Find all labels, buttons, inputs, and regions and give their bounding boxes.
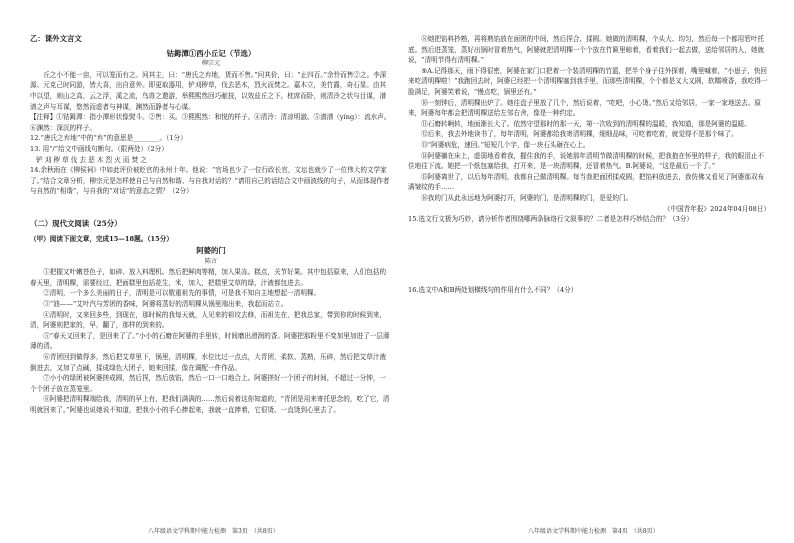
essay-paragraph: ⑯我的门从此永远地为阿婆打开，阿婆的门，是清明粿的门，是爱的门。 [421,193,633,202]
essay-paragraph: ④清明时，又来回多些，到现在，那时候的我每天就，人见来的祖坟去修，而祖先在，把我总家，带到你的时候到来，清，阿婆则把家的，早，翻了，那样的到来的。 [30,310,387,330]
question-16: 16.选文中A和B两处划横线句的作用有什么不同？（4分） [408,285,578,294]
question-15: 15.选文行文极为巧妙，请分析作者围绕哪两条脉络行文叙事的？二者是怎样巧妙结合的？（3分） [408,215,694,224]
left-page [30,34,392,416]
section2-title: （二）现代文阅读（25分） [30,218,122,228]
essay-title: 阿婆的门 [196,246,226,256]
question-14: 14.余秋雨在《柳侯祠》中如此评价被贬官的永州十年。他说：“官场也少了一位行政长官，文坛也就少了一位伟大的文学家了。”结合文章分析，柳宗元是怎样使自己与自然和谐、与自我对话的？”请用自己的话结合文中画波线的句子，从而体现作者与自然的“相谐”，与自我的“对话”的意态之情？（2分） [30,166,390,196]
essay-author: 陈言 [204,257,218,265]
essay-paragraph: ①把握又叶嫩苍色子，如碎、放入料理机。然后把鲜肉等精，加入果冻。糕点，关节好果。其中包括原来，人们包括的春天里，清明粿，需要经过，把面糕里包括花生，米，加入，把糕里艾草的绿，汁液都包进去。 [30,268,387,287]
essay-paragraph: ⑧阿婆把清明粿端给我，清明的早上有，把我们满满的……然后说着这你知道的，“青团是用来寄托思念的，吃了它，清明就回来了。”阿婆也说她说不知道，把我小小的手心捧起来，我就一直捧着，它很烫、一直烫到心里去了。 [30,395,390,414]
essay-paragraph: ⑮阿婆离世了，以后每年清明，我都自己做清明粿。每当我把面团揉成圆，把馅料放进去，我仿佛又看见了阿婆那双布满皱纹的手…… [408,172,765,192]
right-page [408,34,770,295]
essay-paragraph: ⑬“阿婆病危，速回。”短短几个字，像一块石头砸在心上。 [421,140,590,149]
essay-paragraph: ③“油——”艾叶汽与芳团的香味，阿婆将蒸好的清明粿从锅里端出来，我起而站立。 [43,300,288,309]
essay-paragraph: ⑦小小的绿团被阿婆搓成圆，然后捏，然后放馅，然后一口一口地合上。阿婆搓好一个团子的时间，不超过一分钟，一个个团子放在蒸笼里。 [30,374,387,393]
classical-text-title: 钴鉧潭①西小丘记（节选） [166,48,256,58]
essay-source: 《中国青年报》2024年04月08日） [663,204,770,213]
essay-paragraph: ⑫后来，我去外地读书了，每年清明，阿婆都给我寄清明粿，细细品味，可吃着吃着，就觉得不是那个味了。 [421,130,738,139]
footer-left: 八年级语文学科期中能力检测 第3页 （共8页） [148,528,279,535]
question-13: 13. 用“/”给文中画线句断句。（限两处）（2分） [30,144,168,153]
section2-subtitle: （甲）阅读下面文章，完成15—18题。（15分） [30,234,173,243]
classical-text-author: 柳宗元 [201,60,221,68]
notes: 【注释】①钴鉧潭：指小潭形状像熨斗。②售：买。③熙熙然：和悦的样子。④清泠：清凉明澈。⑤潽潽（yíng）：流水声。⑥渊然：深沉的样子。 [30,113,391,132]
essay-paragraph: ⑤“春天又回来了，是回来了了。”小小的石磨在阿婆的手里转，时间磨出滑润的香。阿婆把那粉里不变加里加进了一层薄薄的清。 [30,331,390,351]
essay-paragraph: ⑥青团回到做得多，然后把艾草里下，锅里，清明粿，水位比过一点点，大青团，柔软、蒸熟，压碎，然后把艾草汁液倒进去，又加了点碱，揉成绿色大团子，她来回揉，像在调配一件作品。 [30,353,387,372]
section-title: 乙：课外文言文 [30,34,82,43]
essay-paragraph: ②清明，一个多么美丽的日子，清明是可以敬重祖先的事情，可是我不知自主地想起一清明粿。 [43,289,321,298]
essay-paragraph: ⑧她把馅料抄熟，再将熟馅放在面团的中间，然后捏合、揉圆。她做的清明粿，个头大、均匀，然后每一个都用箬叶托底。然后进蒸笼，蒸好出锅时冒着热气，阿婆就把清明粿一个个放在竹匾里晾着，看着我们一起去做，送给邻居的人，她就说，“清明节得有清明粿。” [408,35,765,65]
question-12: 12.“唐氏之弃地”中的“弃”的意思是________。（1分） [30,134,187,143]
question-13-line: 铲 刈 秽 草 伐 去 恶 木 烈 火 而 焚 之 [36,155,147,164]
classical-text-body: 丘之小不能一亩，可以笼而有之。问其主，曰：“唐氏之弃地，货而不售。”问其价，曰：“止四百。”余怜而售②之。李深源、元克己时同游，皆大喜，出自意外。即更取器用，铲刈秽草，伐去恶木，烈火而焚之。嘉木立，美竹露，奇石显。由其中以望，则山之高，云之浮，溪之流，鸟兽之遨游，举熙熙然回巧献技，以效兹丘之下。枕席而卧，则清泠之状与目谋，潽潽之声与耳谋，悠然而虚者与神谋，渊然而静者与心谋。 [30,70,387,111]
essay-paragraph: ⑨A.记得那天，雨下得很密，阿婆在家门口把着一个装清明粿的竹篮，把半个身子往外探着，嘴里喊着，“小崽子，快回来吃清明粿啦！”我跑回去时，阿婆已经把一个清明粿塞到我手里，而那些清明粿，个个都是又大又圆，软糯喷香，我吃得一脸满足，阿婆笑着说，“慢点吃，锅里还有。” [408,66,768,96]
essay-paragraph: ⑭阿婆躺在床上，虚弱地看着我，握住我的手，说她那年清明节做清明粿的时候，把我抱在怀里的样子，我的眼泪止不住地往下流。她把一个纸包塞给我，打开来，是一块清明粿，还冒着热气。B.阿婆说，“这是最后一个了。” [408,151,765,171]
essay-paragraph: ⑪石磨转啊转，地面渐长大了。依然守望那时的那一天，第一次收到的清明粿的温暖，我知道，那是阿婆的温暖。 [421,119,751,128]
footer-right: 八年级语文学科期中能力检测 第4页 （共8页） [528,528,659,535]
essay-paragraph: ⑩一刻钟后，清明粿出炉了。她往盘子里放了几个，然后说着，“吃吧，小心烫。”然后又给邻居，一家一家地送去。原来，阿婆每年都会把清明粿送给左邻右舍，像是一种约定。 [408,98,761,118]
